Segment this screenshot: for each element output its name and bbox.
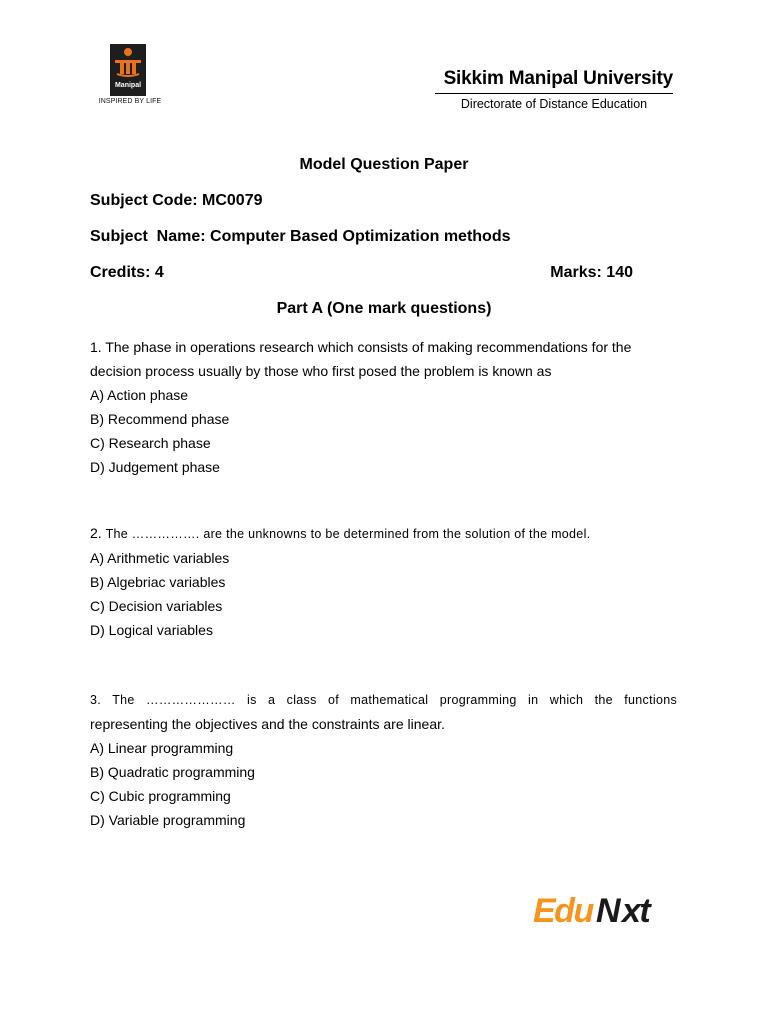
- option-a: A) Linear programming: [90, 740, 234, 756]
- subject-name: Subject Name: Computer Based Optimization methods: [90, 228, 511, 245]
- option-d: D) Logical variables: [90, 622, 213, 638]
- question-number: 2.: [90, 525, 102, 541]
- question-3: [90, 688, 677, 832]
- edunext-logo: [533, 888, 673, 937]
- option-a: A) Action phase: [90, 387, 189, 403]
- logo-tagline: INSPIRED BY LIFE: [98, 98, 162, 105]
- manipal-logo-mark: [110, 44, 146, 96]
- question-text-line2: representing the objectives and the constraints are linear.: [90, 716, 445, 732]
- option-b: B) Recommend phase: [90, 411, 230, 427]
- subject-code: Subject Code: MC0079: [90, 192, 263, 209]
- question-stem: [90, 688, 677, 712]
- manipal-emblem-icon: [110, 44, 146, 84]
- logo-word: Manipal: [114, 82, 142, 89]
- university-name: Sikkim Manipal University: [443, 68, 673, 89]
- question-stem: [90, 521, 677, 546]
- option-b: B) Quadratic programming: [90, 764, 255, 780]
- question-number: 3.: [90, 693, 102, 707]
- option-d: D) Judgement phase: [90, 459, 220, 475]
- option-d: D) Variable programming: [90, 812, 246, 828]
- question-text-line2: decision process usually by those who first posed the problem is known as: [90, 363, 552, 379]
- option-b: B) Algebriac variables: [90, 574, 226, 590]
- edunext-n-text: N: [596, 892, 621, 930]
- question-text-line1: The phase in operations research which consists of making recommendations for the: [105, 339, 632, 355]
- question-number: 1.: [90, 339, 102, 355]
- part-heading: Part A (One mark questions): [276, 300, 492, 317]
- header-rule: [435, 93, 673, 94]
- question-text-line1: The ………………… is a class of mathematical programming in which the functions: [112, 693, 677, 707]
- option-c: C) Decision variables: [90, 598, 223, 614]
- question-1: [90, 335, 677, 479]
- option-c: C) Research phase: [90, 435, 211, 451]
- edunext-logo-mark: [533, 888, 673, 932]
- university-header: [435, 68, 673, 111]
- edunext-edu-text: Edu: [533, 892, 593, 930]
- directorate-name: Directorate of Distance Education: [460, 97, 648, 111]
- question-text-line1: The ……………. are the unknowns to be determined from the solution of the model.: [105, 527, 591, 541]
- credits: Credits: 4: [90, 264, 164, 281]
- option-a: A) Arithmetic variables: [90, 550, 230, 566]
- marks: Marks: 140: [550, 264, 633, 281]
- question-2: [90, 521, 677, 642]
- question-stem: [90, 335, 677, 359]
- option-c: C) Cubic programming: [90, 788, 231, 804]
- paper-title: Model Question Paper: [299, 156, 469, 173]
- edunext-xt-text: xt: [622, 892, 650, 930]
